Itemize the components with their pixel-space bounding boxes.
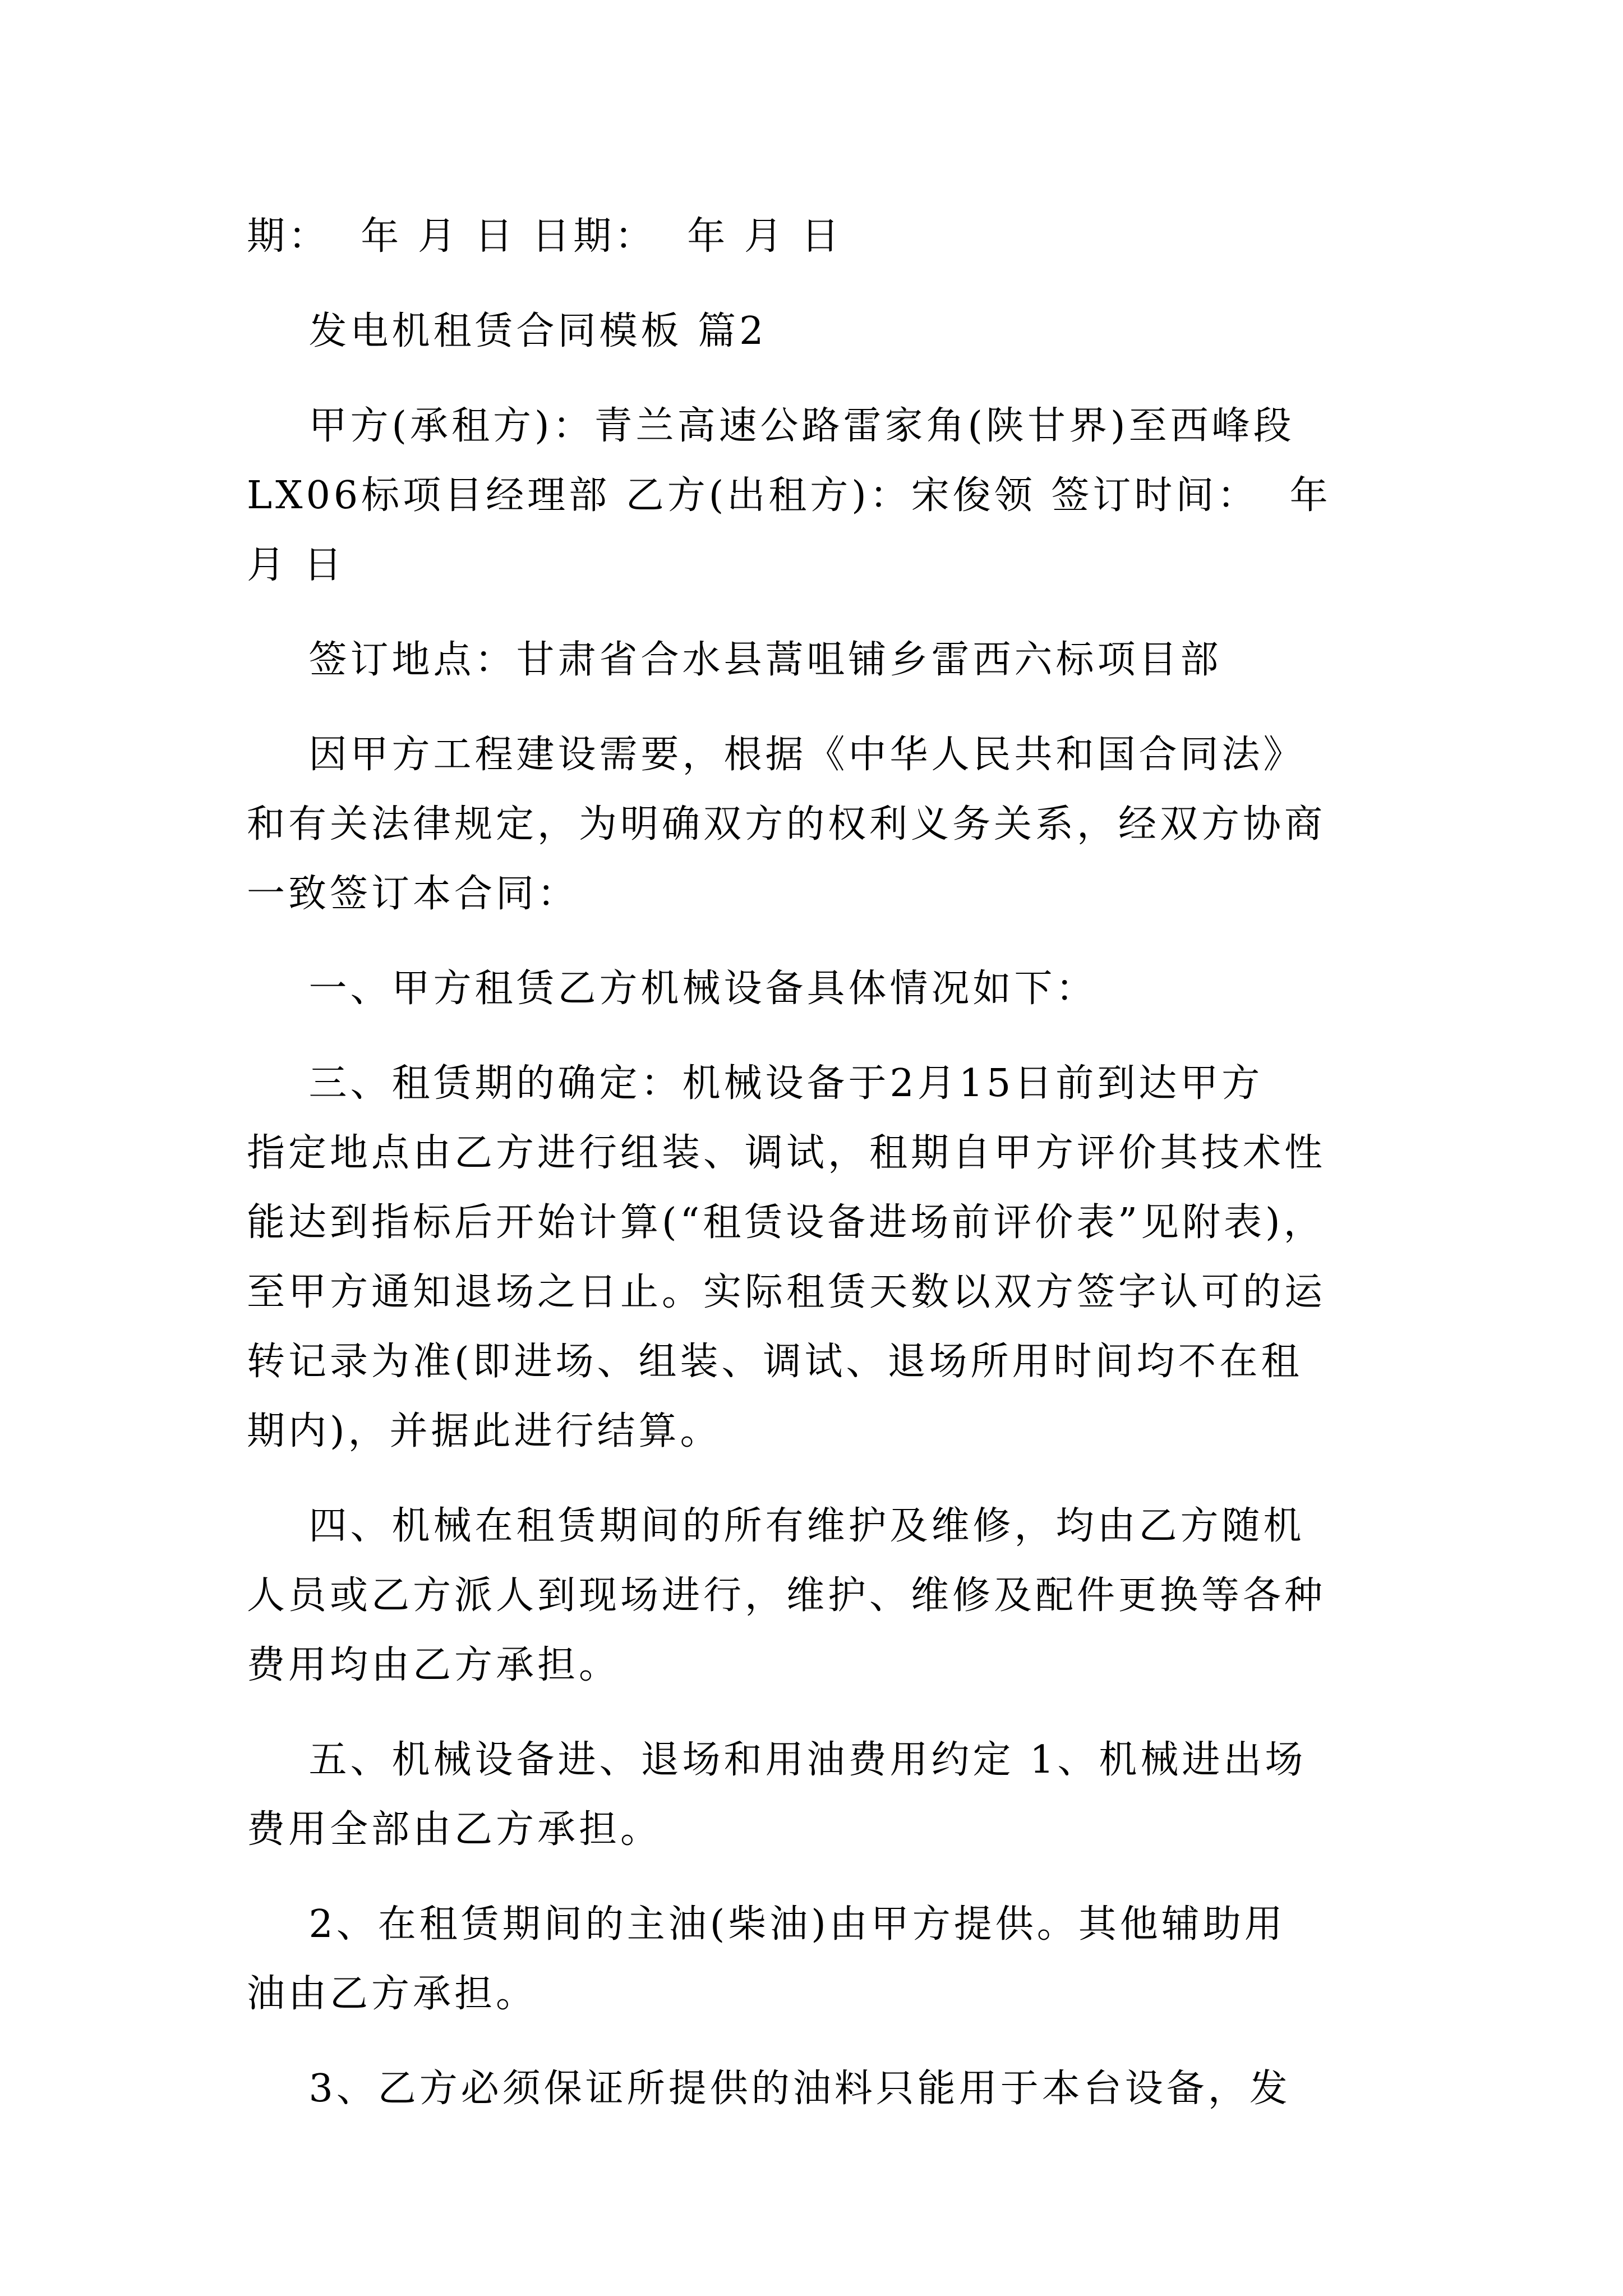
text-line: 费用全部由乙方承担。 bbox=[247, 1807, 662, 1852]
document-body bbox=[247, 202, 1447, 2124]
text-line: 和有关法律规定，为明确双方的权利义务关系，经双方协商 bbox=[247, 802, 1326, 846]
text-line: 甲方(承租方)：青兰高速公路雷家角(陕甘界)至西峰段 bbox=[247, 404, 1295, 448]
text-line: 三、租赁期的确定：机械设备于2月15日前到达甲方 bbox=[247, 1061, 1264, 1106]
text-line: 月 日 bbox=[247, 543, 345, 587]
text-line: 油由乙方承担。 bbox=[247, 1972, 538, 2016]
text-line: 至甲方通知退场之日止。实际租赁天数以双方签字认可的运 bbox=[247, 1270, 1326, 1314]
text-line: LX06标项目经理部 乙方(出租方)：宋俊领 签订时间： 年 bbox=[247, 473, 1331, 518]
text-line: 期： 年 月 日 日期： 年 月 日 bbox=[247, 214, 843, 259]
text-line: 人员或乙方派人到现场进行，维护、维修及配件更换等各种 bbox=[247, 1573, 1326, 1618]
text-line: 一致签订本合同： bbox=[247, 872, 579, 916]
text-line: 2、在租赁期间的主油(柴油)由甲方提供。其他辅助用 bbox=[247, 1902, 1286, 1947]
text-line: 3、乙方必须保证所提供的油料只能用于本台设备，发 bbox=[247, 2067, 1291, 2111]
text-line: 费用均由乙方承担。 bbox=[247, 1643, 621, 1687]
text-line: 因甲方工程建设需要，根据《中华人民共和国合同法》 bbox=[247, 733, 1305, 777]
text-line: 签订地点：甘肃省合水县蒿咀铺乡雷西六标项目部 bbox=[247, 638, 1222, 682]
text-line: 转记录为准(即进场、组装、调试、退场所用时间均不在租 bbox=[247, 1340, 1303, 1384]
text-line: 一、甲方租赁乙方机械设备具体情况如下： bbox=[247, 967, 1098, 1011]
text-line: 五、机械设备进、退场和用油费用约定 1、机械进出场 bbox=[247, 1738, 1307, 1782]
text-line: 指定地点由乙方进行组装、调试，租期自甲方评价其技术性 bbox=[247, 1131, 1326, 1175]
text-line: 四、机械在租赁期间的所有维护及维修，均由乙方随机 bbox=[247, 1504, 1305, 1548]
text-line: 期内)，并据此进行结算。 bbox=[247, 1409, 722, 1453]
section-heading: 发电机租赁合同模板 篇2 bbox=[247, 309, 767, 353]
text-line: 能达到指标后开始计算(“租赁设备进场前评价表”见附表)， bbox=[247, 1200, 1325, 1245]
